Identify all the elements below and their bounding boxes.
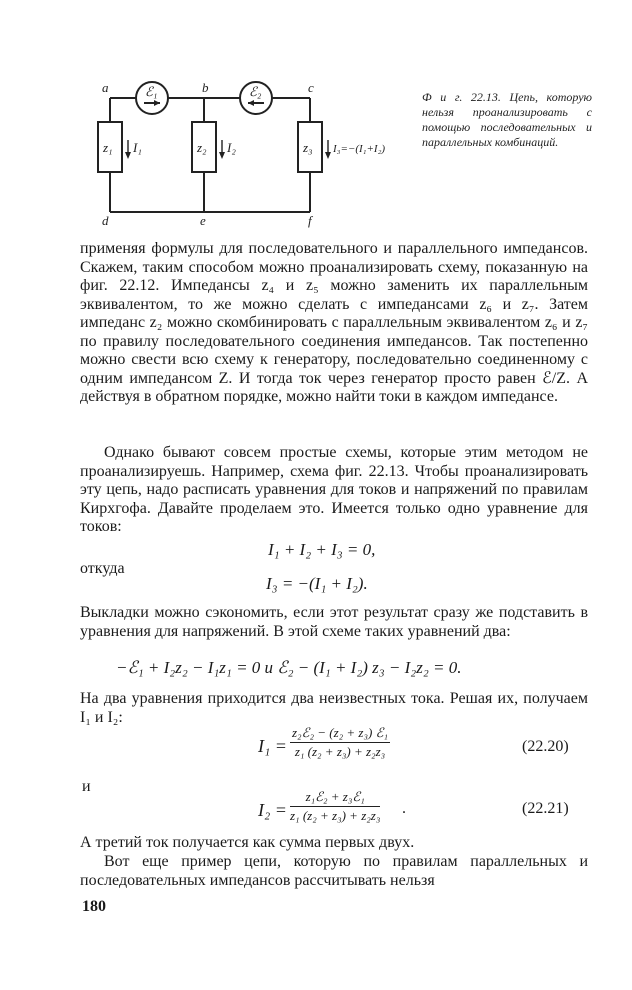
source-e2-label: ℰ₂ — [249, 84, 262, 99]
current-i1-label: I₁ — [133, 140, 142, 155]
circuit-figure — [78, 72, 418, 232]
node-b: b — [202, 80, 209, 95]
current-i3-label: I₃=−(I₁+I₂) — [333, 143, 386, 155]
node-e: e — [200, 213, 206, 228]
impedance-z3-label: z₃ — [303, 140, 313, 155]
equation-22-20-lhs: I₁ = — [258, 736, 287, 756]
circuit-diagram — [78, 72, 418, 232]
paragraph-1: применяя формулы для последовательного и параллельного импедансов. Скажем, таким способом можно проанализировать схему, показанную на фиг. 22.12. Импедансы z₄ и z₅ можно заменить их параллельным эквивалентом, то же можно сделать с импедансами z₆ и z₇. Затем импеданс z₂ можно скомбинировать с параллельным эквивалентом z₆ и z₇ по правилу последовательного соединения импедансов. Так постепенно можно свести всю схему к генератору, последовательно соединенному с одним импедансом Z. И тогда ток через генератор просто равен ℰ/Z. А действуя в обратном порядке, можно найти токи в каждом импедансе. — [80, 240, 588, 405]
equation-22-21-number: (22.21) — [522, 800, 569, 817]
page-number: 180 — [82, 898, 106, 915]
equation-22-20-fraction — [290, 725, 390, 760]
figure-caption: Ф и г. 22.13. Цепь, которую нельзя проанализировать с помощью последовательных и параллельных комбинаций. — [422, 90, 592, 149]
paragraph-3: Выкладки можно сэкономить, если этот результат сразу же подставить в уравнения для напряжений. В этой схеме таких уравнений два: — [80, 604, 588, 640]
equation-22-21-numerator: z₁ℰ₂ + z₃ℰ₁ — [290, 789, 380, 807]
equation-22-20-numerator: z₂ℰ₂ − (z₂ + z₃) ℰ₁ — [290, 725, 390, 743]
node-d: d — [102, 213, 109, 228]
equation-current-sum: I₁ + I₂ + I₃ = 0, — [268, 540, 376, 559]
word-otkuda: откуда — [80, 560, 125, 577]
node-a: a — [102, 80, 109, 95]
equation-22-21-fraction — [290, 789, 380, 824]
equation-22-21-lhs: I₂ = — [258, 800, 287, 820]
equation-22-20-denominator: z₁ (z₂ + z₃) + z₂z₃ — [294, 744, 386, 759]
current-i2-label: I₂ — [227, 140, 236, 155]
impedance-z2-label: z₂ — [197, 140, 207, 155]
equation-22-20-number: (22.20) — [522, 738, 569, 755]
equation-voltage: −ℰ₁ + I₂z₂ − I₁z₁ = 0 и ℰ₂ − (I₁ + I₂) z₃ − I₂z₂ = 0. — [116, 658, 462, 677]
paragraph-5: А третий ток получается как сумма первых двух. — [80, 834, 415, 851]
node-c: c — [308, 80, 314, 95]
equation-22-21-period: . — [402, 800, 406, 817]
node-f: f — [308, 213, 312, 228]
source-e1-label: ℰ₁ — [145, 84, 158, 99]
impedance-z1-label: z₁ — [103, 140, 113, 155]
word-and: и — [82, 778, 91, 795]
equation-i3: I₃ = −(I₁ + I₂). — [266, 574, 368, 593]
paragraph-4: На два уравнения приходится два неизвестных тока. Решая их, получаем I₁ и I₂: — [80, 690, 588, 726]
paragraph-6: Вот еще пример цепи, которую по правилам параллельных и последовательных импедансов рассчитывать нельзя — [80, 853, 588, 889]
paragraph-2: Однако бывают совсем простые схемы, которые этим методом не проанализируешь. Например, схема фиг. 22.13. Чтобы проанализировать эту цепь, надо расписать уравнения для токов и напряжений по правилам Кирхгофа. Давайте проделаем это. Имеется только одно уравнение для токов: — [80, 444, 588, 535]
equation-22-21-denominator: z₁ (z₂ + z₃) + z₂z₃ — [290, 808, 381, 823]
